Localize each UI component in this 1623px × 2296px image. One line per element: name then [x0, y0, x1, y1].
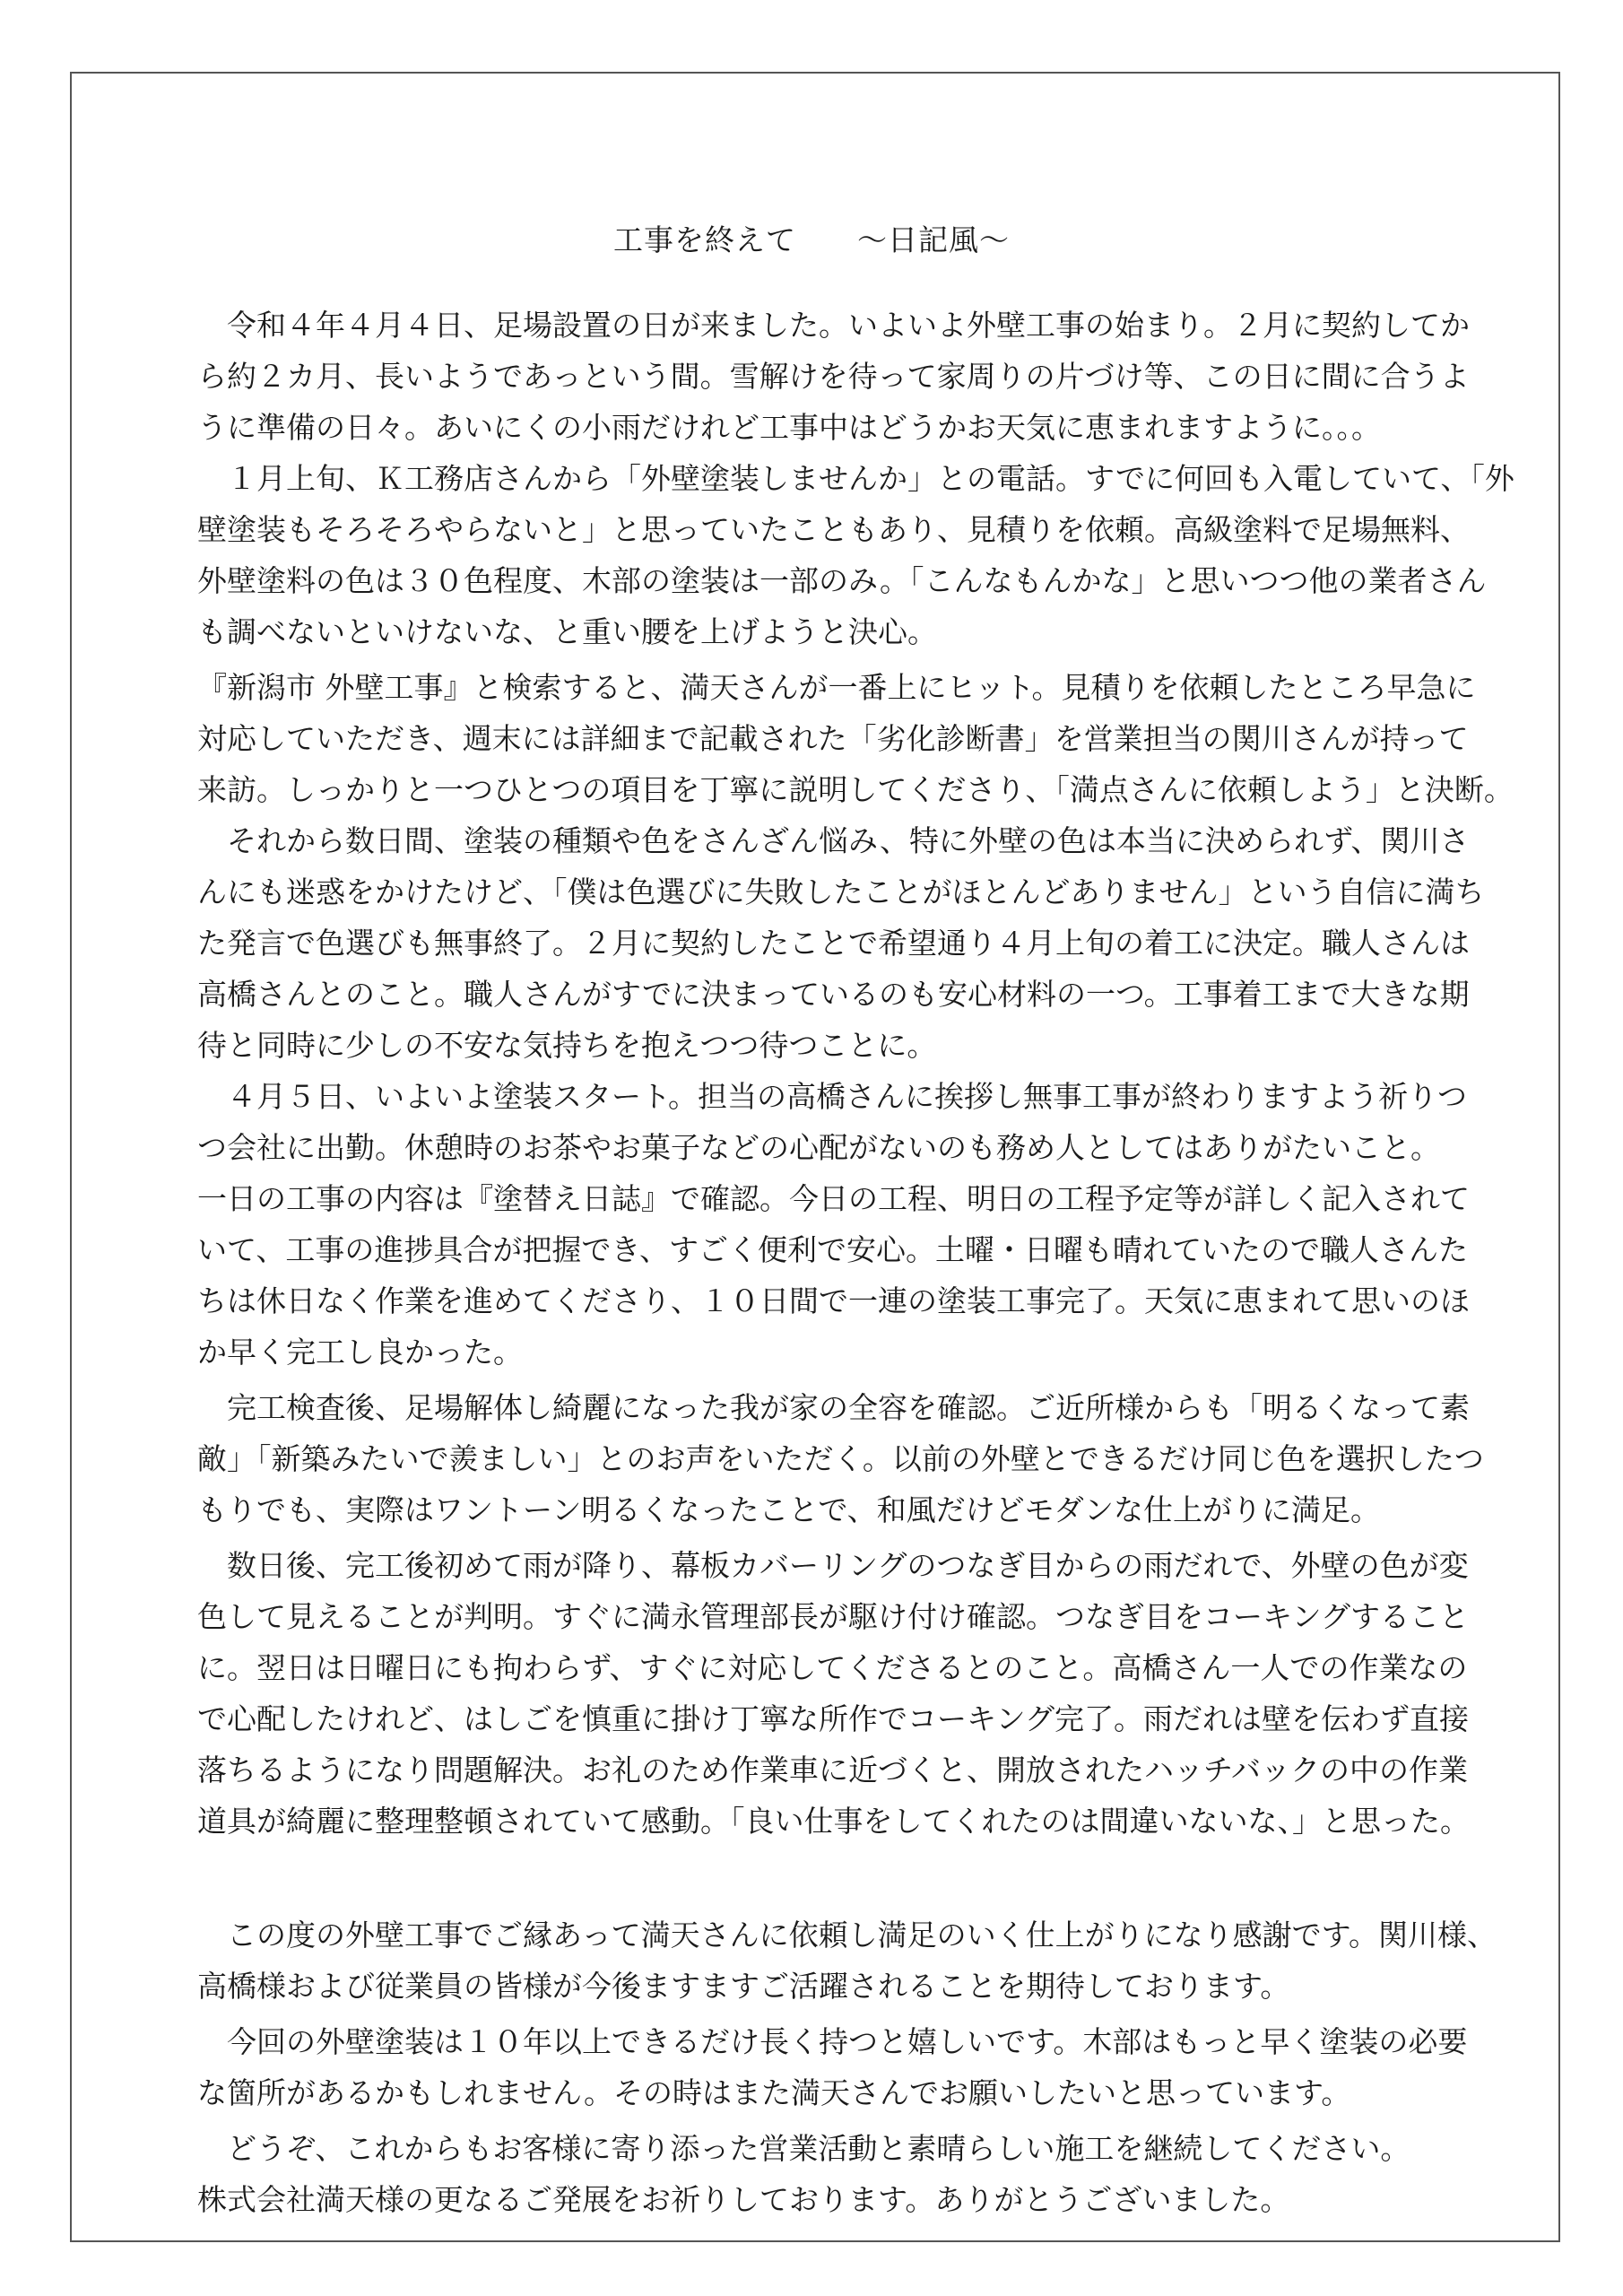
body-line: か早く完工し良かった。: [197, 1335, 523, 1370]
body-line: な箇所があるかもしれません。その時はまた満天さんでお願いしたいと思っています。: [197, 2075, 1351, 2110]
body-line: ちは休日なく作業を進めてくださり、１０日間で一連の塗装工事完了。天気に恵まれて思いのほ: [197, 1283, 1470, 1318]
body-line: 道具が綺麗に整理整頓されていて感動。「良い仕事をしてくれたのは間違いないな、」と思った。: [197, 1804, 1470, 1839]
body-line: 一日の工事の内容は『塗替え日誌』で確認。今日の工程、明日の工程予定等が詳しく記入されて: [197, 1181, 1470, 1216]
body-line: つ会社に出勤。休憩時のお茶やお菓子などの心配がないのも務め人としてはありがたいこと。: [197, 1130, 1440, 1165]
body-line: １月上旬、Ｋ工務店さんから「外壁塗装しませんか」との電話。すでに何回も入電していて、「外: [227, 461, 1515, 496]
body-line: 株式会社満天様の更なるご発展をお祈りしております。ありがとうございました。: [197, 2182, 1290, 2217]
document-title: 工事を終えて ～日記風～: [613, 222, 1010, 257]
body-line: 来訪。しっかりと一つひとつの項目を丁寧に説明してくださり、「満点さんに依頼しよう」と決断。: [197, 772, 1514, 807]
body-line: 令和４年４月４日、足場設置の日が来ました。いよいよ外壁工事の始まり。２月に契約してか: [227, 308, 1470, 343]
body-line: いて、工事の進捗具合が把握でき、すごく便利で安心。土曜・日曜も晴れていたので職人さんた: [197, 1232, 1469, 1267]
body-line: で心配したけれど、はしごを慎重に掛け丁寧な所作でコーキング完了。雨だれは壁を伝わず直接: [197, 1701, 1470, 1736]
body-line: 対応していただき、週末には詳細まで記載された「劣化診断書」を営業担当の関川さんが持って: [197, 721, 1469, 756]
body-line: 完工検査後、足場解体し綺麗になった我が家の全容を確認。ご近所様からも「明るくなって素: [227, 1390, 1470, 1425]
body-line: 今回の外壁塗装は１０年以上できるだけ長く持つと嬉しいです。木部はもっと早く塗装の必要: [227, 2024, 1468, 2059]
body-line: 色して見えることが判明。すぐに満永管理部長が駆け付け確認。つなぎ目をコーキングすること: [197, 1599, 1470, 1634]
body-line: この度の外壁工事でご縁あって満天さんに依頼し満足のいく仕上がりになり感謝です。関川様、: [227, 1918, 1497, 1952]
body-line: ら約２カ月、長いようであっという間。雪解けを待って家周りの片づけ等、この日に間に合うよ: [197, 359, 1470, 394]
body-line: それから数日間、塗装の種類や色をさんざん悩み、特に外壁の色は本当に決められず、関川さ: [227, 823, 1470, 858]
body-line: 高橋さんとのこと。職人さんがすでに決まっているのも安心材料の一つ。工事着工まで大きな期: [197, 977, 1470, 1012]
body-line: た発言で色選びも無事終了。２月に契約したことで希望通り４月上旬の着工に決定。職人さんは: [197, 926, 1470, 961]
body-line: ４月５日、いよいよ塗装スタート。担当の高橋さんに挨拶し無事工事が終わりますよう祈りつ: [227, 1079, 1468, 1114]
body-line: んにも迷惑をかけたけど、「僕は色選びに失敗したことがほとんどありません」という自信に満ち: [197, 874, 1485, 909]
body-line: 落ちるようになり問題解決。お礼のため作業車に近づくと、開放されたハッチバックの中の作業: [197, 1752, 1469, 1787]
body-line: もりでも、実際はワントーン明るくなったことで、和風だけどモダンな仕上がりに満足。: [197, 1492, 1381, 1527]
body-line: 『新潟市 外壁工事』と検索すると、満天さんが一番上にヒット。見積りを依頼したところ早急に: [197, 670, 1476, 705]
body-line: 壁塗装もそろそろやらないと」と思っていたこともあり、見積りを依頼。高級塗料で足場無料、: [197, 512, 1470, 547]
body-line: 待と同時に少しの不安な気持ちを抱えつつ待つことに。: [197, 1028, 937, 1063]
body-line: も調べないといけないな、と重い腰を上げようと決心。: [197, 614, 937, 649]
body-line: 高橋様および従業員の皆様が今後ますますご活躍されることを期待しております。: [197, 1969, 1290, 2004]
body-line: に。翌日は日曜日にも拘わらず、すぐに対応してくださるとのこと。高橋さん一人での作業なの: [197, 1650, 1468, 1685]
body-line: うに準備の日々。あいにくの小雨だけれど工事中はどうかお天気に恵まれますように。。。: [197, 410, 1381, 445]
body-line: 外壁塗料の色は３０色程度、木部の塗装は一部のみ。「こんなもんかな」と思いつつ他の業者さん: [197, 563, 1487, 598]
body-line: どうぞ、これからもお客様に寄り添った営業活動と素晴らしい施工を継続してください。: [227, 2131, 1410, 2166]
body-line: 数日後、完工後初めて雨が降り、幕板カバーリングのつなぎ目からの雨だれで、外壁の色が変: [227, 1548, 1469, 1583]
body-line: 敵」「新築みたいで羨ましい」とのお声をいただく。以前の外壁とできるだけ同じ色を選択したつ: [197, 1441, 1484, 1476]
